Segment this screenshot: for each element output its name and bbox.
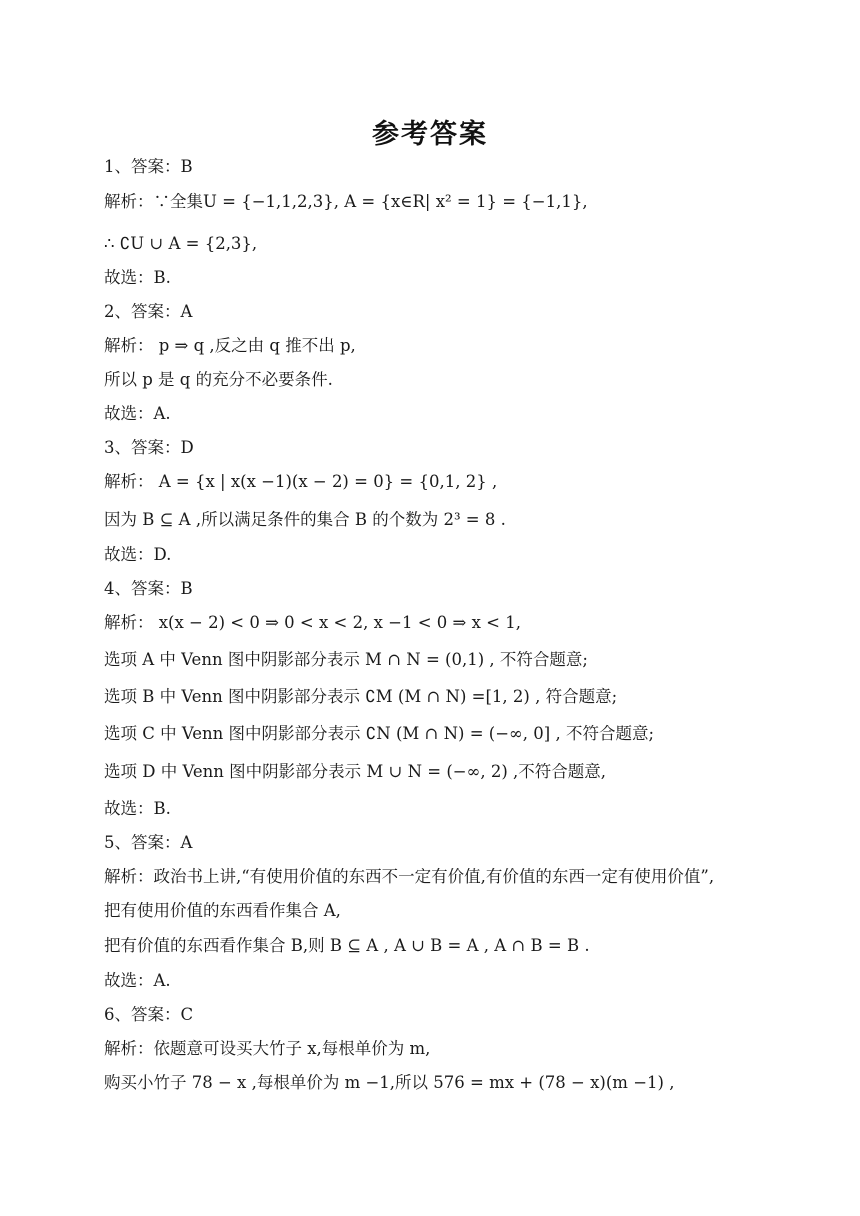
explanation-line: 所以 p 是 q 的充分不必要条件.: [104, 370, 333, 389]
conclusion-line: 故选：B.: [104, 799, 171, 818]
conclusion-line: 故选：A.: [104, 971, 171, 990]
explanation-line: 解析： x(x − 2) < 0 ⇒ 0 < x < 2, x −1 < 0 ⇒ x < 1,: [104, 613, 521, 632]
answer-line: 3、答案：D: [104, 438, 194, 457]
explanation-line: 选项 C 中 Venn 图中阴影部分表示 ∁N (M ∩ N) = (−∞, 0] , 不符合题意;: [104, 724, 655, 743]
explanation-line: 把有使用价值的东西看作集合 A,: [104, 901, 341, 920]
explanation-line: 解析：政治书上讲,“有使用价值的东西不一定有价值,有价值的东西一定有使用价值”,: [104, 867, 715, 886]
answer-line: 2、答案：A: [104, 302, 193, 321]
explanation-line: 解析： p ⇒ q ,反之由 q 推不出 p,: [104, 336, 356, 355]
explanation-line: 解析：依题意可设买大竹子 x,每根单价为 m,: [104, 1039, 431, 1058]
explanation-line: 解析： A = {x | x(x −1)(x − 2) = 0} = {0,1, 2} ,: [104, 472, 498, 491]
conclusion-line: 故选：D.: [104, 545, 172, 564]
conclusion-line: 故选：B.: [104, 268, 171, 287]
explanation-line: 因为 B ⊆ A ,所以满足条件的集合 B 的个数为 2³ = 8 .: [104, 510, 506, 529]
conclusion-line: 故选：A.: [104, 404, 171, 423]
explanation-line: 选项 B 中 Venn 图中阴影部分表示 ∁M (M ∩ N) =[1, 2) , 符合题意;: [104, 687, 618, 706]
explanation-line: 选项 A 中 Venn 图中阴影部分表示 M ∩ N = (0,1) , 不符合题意;: [104, 650, 588, 669]
explanation-line: 选项 D 中 Venn 图中阴影部分表示 M ∪ N = (−∞, 2) ,不符合题意,: [104, 762, 607, 781]
answer-line: 6、答案：C: [104, 1005, 194, 1024]
explanation-line: 把有价值的东西看作集合 B,则 B ⊆ A , A ∪ B = A , A ∩ B = B .: [104, 936, 590, 955]
explanation-line: 购买小竹子 78 − x ,每根单价为 m −1,所以 576 = mx + (78 − x)(m −1) ,: [104, 1073, 675, 1092]
page-title: 参考答案: [372, 119, 488, 150]
explanation-line: 解析：∵全集U = {−1,1,2,3}, A = {x∈R| x² = 1} = {−1,1},: [104, 192, 588, 211]
explanation-line: ∴ ∁U ∪ A = {2,3},: [104, 234, 258, 253]
answer-line: 1、答案：B: [104, 157, 193, 176]
answer-line: 4、答案：B: [104, 579, 193, 598]
answer-line: 5、答案：A: [104, 833, 193, 852]
